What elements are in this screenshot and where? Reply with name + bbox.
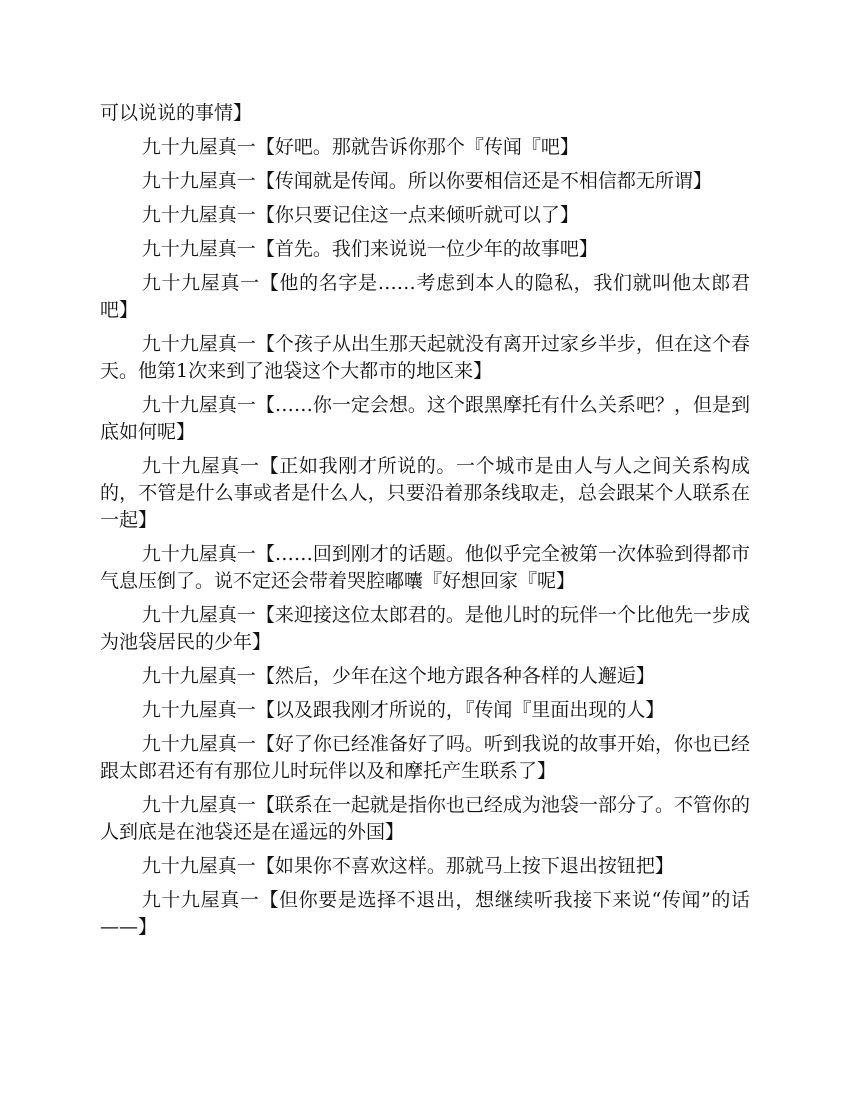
- paragraph-list: [100, 134, 750, 941]
- speaker-name: 九十九屋真一: [141, 272, 260, 294]
- speaker-name: 九十九屋真一: [141, 136, 256, 158]
- speaker-name: 九十九屋真一: [141, 238, 256, 260]
- speaker-name: 九十九屋真一: [141, 394, 256, 416]
- dialogue-text: 【以及跟我刚才所说的，『传闻『里面出现的人】: [255, 699, 665, 721]
- dialogue-text: 【好了你已经准备好了吗。听到我说的故事开始，你也已经跟太郎君还有有那位儿时玩伴以及和摩托产生联系了】: [100, 733, 750, 782]
- dialogue-text: 【然后，少年在这个地方跟各种各样的人邂逅】: [255, 665, 655, 687]
- dialogue-text: 【……你一定会想。这个跟黑摩托有什么关系吧？，但是到底如何呢】: [100, 394, 750, 443]
- dialogue-paragraph: [100, 663, 750, 690]
- document-page: [100, 100, 750, 948]
- dialogue-paragraph: [100, 541, 750, 595]
- dialogue-text: 【好吧。那就告诉你那个『传闻『吧】: [255, 136, 579, 158]
- dialogue-paragraph: [100, 731, 750, 785]
- speaker-name: 九十九屋真一: [141, 333, 256, 355]
- dialogue-text: 【……回到刚才的话题。他似乎完全被第一次体验到得都市气息压倒了。说不定还会带着哭腔嘟囔『好想回家『呢】: [100, 543, 750, 592]
- dialogue-paragraph: [100, 202, 750, 229]
- dialogue-paragraph: [100, 453, 750, 534]
- speaker-name: 九十九屋真一: [141, 794, 256, 816]
- dialogue-paragraph: [100, 853, 750, 880]
- dialogue-paragraph: [100, 134, 750, 161]
- speaker-name: 九十九屋真一: [141, 204, 256, 226]
- dialogue-text: 【你只要记住这一点来倾听就可以了】: [255, 204, 579, 226]
- dialogue-text: 【首先。我们来说说一位少年的故事吧】: [255, 238, 598, 260]
- dialogue-text: 【个孩子从出生那天起就没有离开过家乡半步，但在这个春天。他第1次来到了池袋这个大都市的地区来】: [100, 333, 750, 382]
- opening-line: 可以说说的事情】: [100, 102, 253, 124]
- dialogue-paragraph: [100, 887, 750, 941]
- dialogue-text: 【他的名字是……考虑到本人的隐私，我们就叫他太郎君吧】: [100, 272, 750, 321]
- speaker-name: 九十九屋真一: [141, 665, 256, 687]
- speaker-name: 九十九屋真一: [141, 889, 260, 911]
- dialogue-text: 【如果你不喜欢这样。那就马上按下退出按钮把】: [255, 855, 674, 877]
- dialogue-text: 【联系在一起就是指你也已经成为池袋一部分了。不管你的人到底是在池袋还是在遥远的外国】: [100, 794, 750, 843]
- dialogue-text: 【传闻就是传闻。所以你要相信还是不相信都无所谓】: [255, 170, 712, 192]
- speaker-name: 九十九屋真一: [141, 170, 256, 192]
- dialogue-paragraph: [100, 168, 750, 195]
- dialogue-paragraph: [100, 331, 750, 385]
- dialogue-paragraph: [100, 602, 750, 656]
- speaker-name: 九十九屋真一: [141, 455, 260, 477]
- dialogue-paragraph: [100, 392, 750, 446]
- dialogue-text: 【来迎接这位太郎君的。是他儿时的玩伴一个比他先一步成为池袋居民的少年】: [100, 604, 750, 653]
- speaker-name: 九十九屋真一: [141, 604, 256, 626]
- dialogue-paragraph: [100, 697, 750, 724]
- speaker-name: 九十九屋真一: [141, 855, 256, 877]
- dialogue-text: 【正如我刚才所说的。一个城市是由人与人之间关系构成的，不管是什么事或者是什么人，只要沿着那条线取走，总会跟某个人联系在一起】: [100, 455, 750, 531]
- speaker-name: 九十九屋真一: [141, 543, 256, 565]
- speaker-name: 九十九屋真一: [141, 699, 256, 721]
- speaker-name: 九十九屋真一: [141, 733, 256, 755]
- dialogue-paragraph: [100, 236, 750, 263]
- dialogue-paragraph: [100, 792, 750, 846]
- dialogue-text: 【但你要是选择不退出，想继续听我接下来说“传闻”的话——】: [100, 889, 750, 938]
- dialogue-paragraph: [100, 270, 750, 324]
